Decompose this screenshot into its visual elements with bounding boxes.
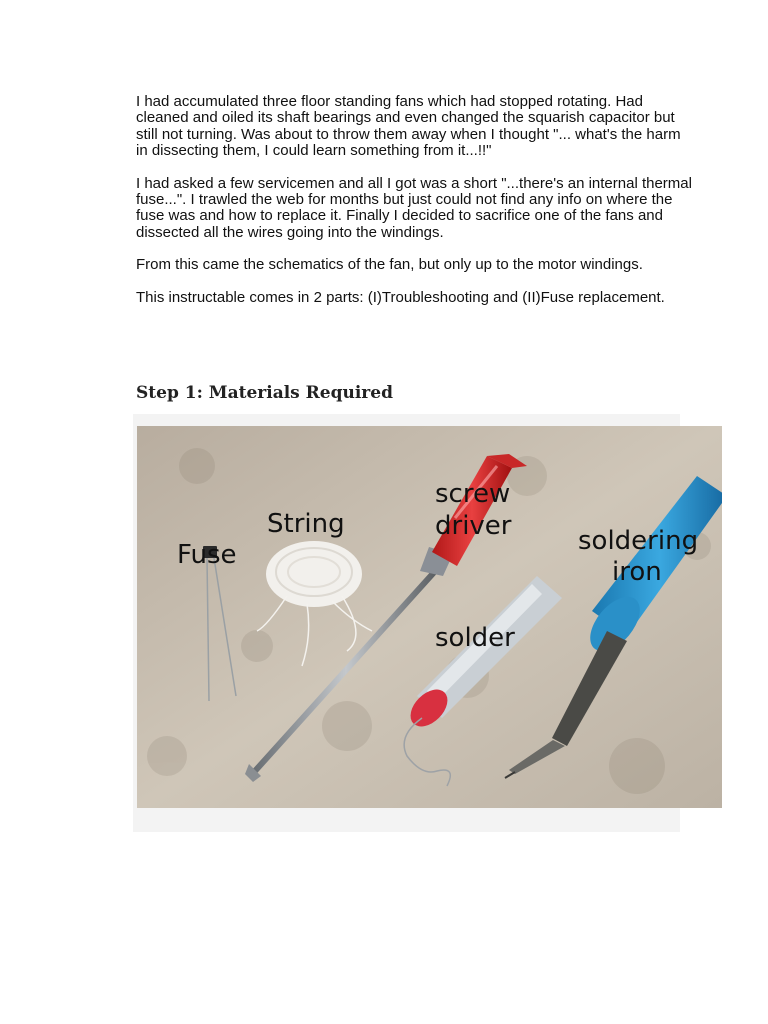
label-solder: solder [435, 623, 515, 653]
label-screw: screw [435, 479, 511, 509]
paragraph-schematics: From this came the schematics of the fan, but only up to the motor windings. [136, 256, 643, 274]
label-driver: driver [435, 511, 512, 541]
paragraph-intro: I had accumulated three floor standing fans which had stopped rotating. Had cleaned and oiled its shaft bearings and even changed the squarish capacitor but still not turning. Was about to throw them away when I thought "... what's the harm in dissecting them, I could learn something from it...!!" [136, 93, 681, 160]
step-title: Step 1: Materials Required [136, 383, 393, 403]
label-string: String [267, 509, 345, 539]
materials-photo [137, 426, 722, 808]
label-fuse: Fuse [177, 540, 237, 570]
label-soldering: soldering [578, 526, 699, 556]
article-body [136, 94, 696, 322]
label-iron: iron [612, 557, 662, 587]
paragraph-parts: This instructable comes in 2 parts: (I)Troubleshooting and (II)Fuse replacement. [136, 288, 665, 306]
paragraph-servicemen: I had asked a few servicemen and all I got was a short "...there's an internal thermal fuse...". I trawled the web for months but just could not find any info on where the fuse was and how to replace it. Finally I decided to sacrifice one of the fans and dissected all the wires going into the windings. [136, 174, 692, 241]
